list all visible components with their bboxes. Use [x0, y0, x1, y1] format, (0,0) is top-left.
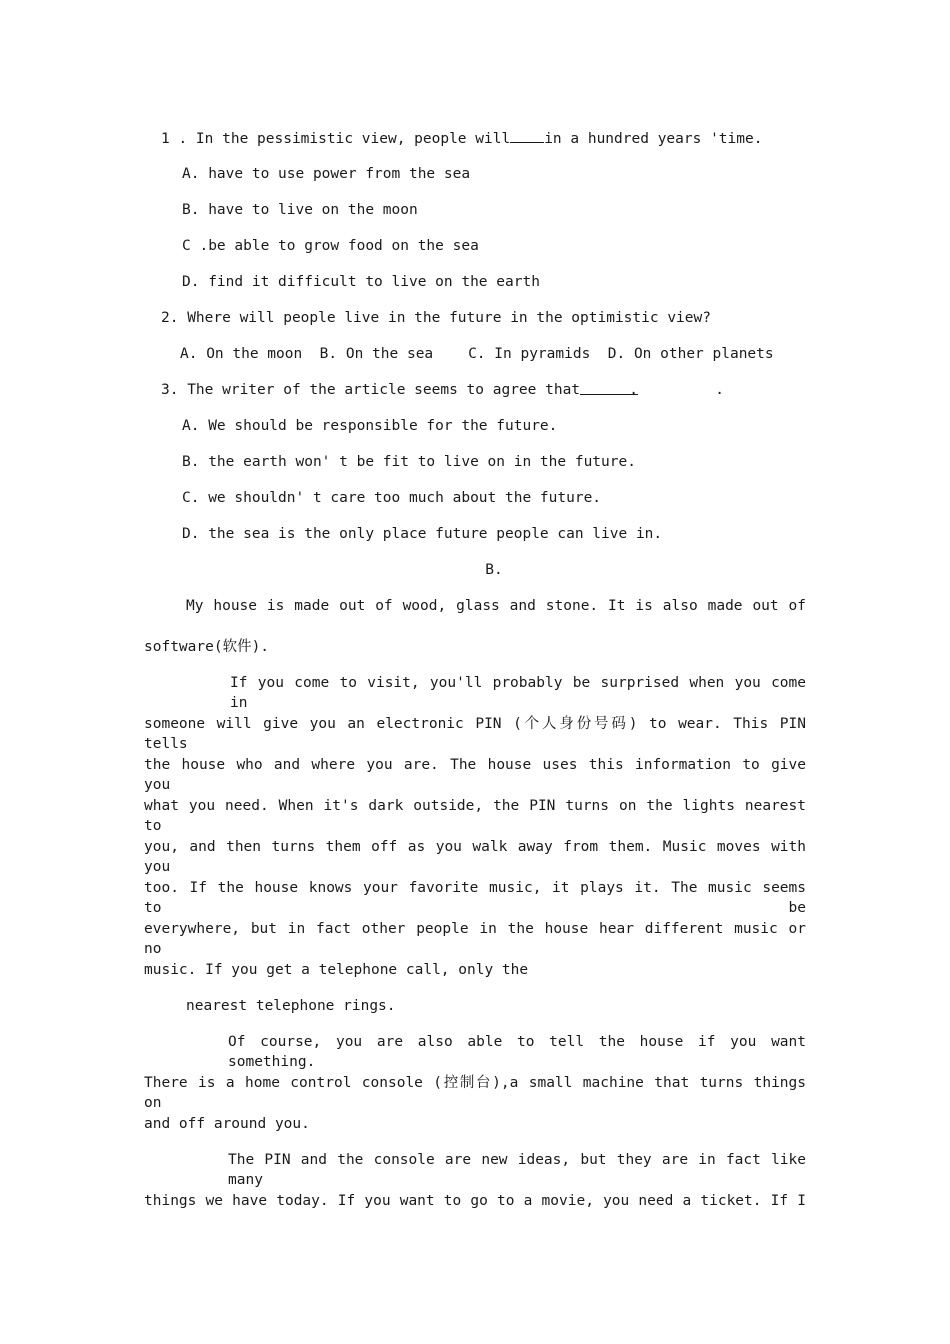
passage-line: and off around you. [144, 1116, 310, 1132]
question-1-option-b: B. have to live on the moon [182, 202, 418, 218]
question-1-option-c: C .be able to grow food on the sea [182, 238, 479, 254]
trailing-period: . [715, 382, 725, 398]
question-1-text-after: in a hundred years 'time. [544, 131, 763, 147]
question-3-text-before: 3. The writer of the article seems to agree that [161, 382, 581, 398]
passage-line: too. If the house knows your favorite music, it plays it. The music seems to be [144, 880, 806, 916]
question-3-option-d: D. the sea is the only place future people can live in. [182, 526, 663, 542]
passage-line: the house who and where you are. The house uses this information to give you [144, 757, 806, 793]
question-3-option-a: A. We should be responsible for the future. [182, 418, 558, 434]
passage-line: If you come to visit, you'll probably be surprised when you come in [230, 675, 806, 711]
passage-line: music. If you get a telephone call, only the [144, 962, 529, 978]
answer-blank [510, 128, 544, 143]
passage-line: Of course, you are also able to tell the house if you want something. [228, 1034, 806, 1070]
question-1-text-before: 1 . In the pessimistic view, people will [161, 131, 511, 147]
question-1-option-a: A. have to use power from the sea [182, 166, 471, 182]
question-3-stem [161, 380, 724, 400]
question-3-option-b: B. the earth won' t be fit to live on in the future. [182, 454, 636, 470]
passage-line: software(软件). [144, 639, 270, 655]
passage-line: someone will give you an electronic PIN (个人身份号码) to wear. This PIN tells [144, 716, 806, 752]
passage-line: The PIN and the console are new ideas, but they are in fact like many [228, 1152, 806, 1188]
question-2-stem: 2. Where will people live in the future in the optimistic view? [161, 310, 711, 326]
passage-line: everywhere, but in fact other people in the house hear different music or no [144, 921, 806, 957]
passage-line: things we have today. If you want to go to a movie, you need a ticket. If I [144, 1193, 806, 1209]
passage-line: There is a home control console (控制台),a small machine that turns things on [144, 1075, 806, 1111]
question-3-option-c: C. we shouldn' t care too much about the future. [182, 490, 602, 506]
section-heading-b: B. [485, 562, 503, 578]
passage-line: what you need. When it's dark outside, the PIN turns on the lights nearest to [144, 798, 806, 834]
passage-line: My house is made out of wood, glass and stone. It is also made out of [186, 598, 806, 614]
passage-line: you, and then turns them off as you walk away from them. Music moves with you [144, 839, 806, 875]
passage-line: nearest telephone rings. [186, 998, 396, 1014]
question-1-option-d: D. find it difficult to live on the earth [182, 274, 540, 290]
answer-blank [580, 380, 639, 398]
question-1-stem [161, 128, 762, 149]
blank-period: . [629, 382, 639, 398]
question-2-options: A. On the moon B. On the sea C. In pyramids D. On other planets [180, 346, 774, 362]
